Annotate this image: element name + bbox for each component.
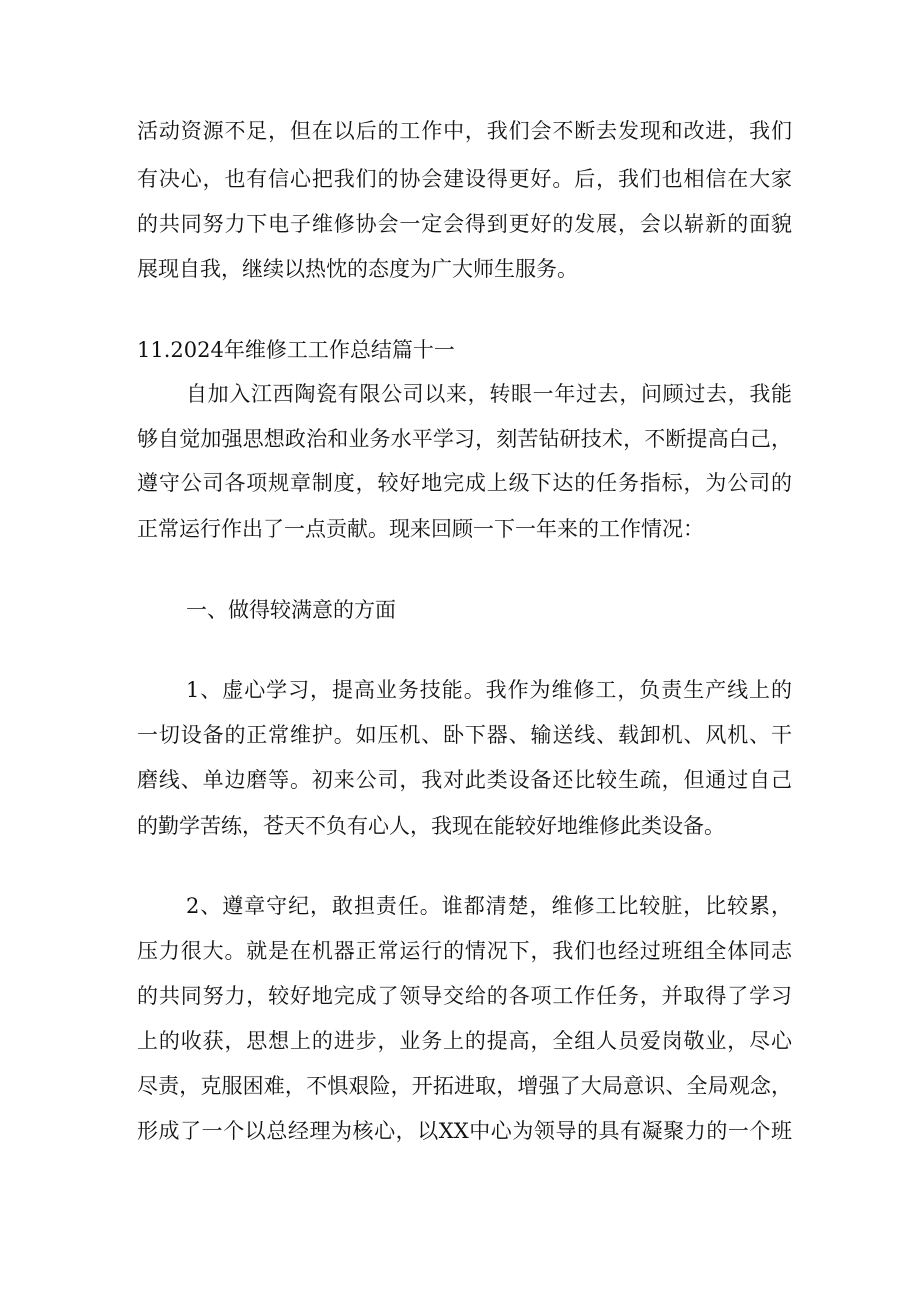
paragraph-line: 尽责，克服困难，不惧艰险，开拓进取，增强了大局意识、全局观念， [137,1074,792,1098]
paragraph-line: 正常运行作出了一点贡献。现来回顾一下一年来的工作情况： [137,517,704,541]
paragraph-line: 1、虚心学习，提高业务技能。我作为维修工，负责生产线上的 [186,678,792,702]
paragraph-line: 形成了一个以总经理为核心，以XX中心为领导的具有凝聚力的一个班 [137,1119,792,1143]
paragraph-line: 有决心，也有信心把我们的协会建设得更好。后，我们也相信在大家 [137,167,792,191]
paragraph-line: 自加入江西陶瓷有限公司以来，转眼一年过去，问顾过去，我能 [186,382,792,406]
paragraph-line: 活动资源不足，但在以后的工作中，我们会不断去发现和改进，我们 [137,119,792,143]
paragraph-line: 展现自我，继续以热忱的态度为广大师生服务。 [137,257,578,281]
paragraph-line: 的共同努力，较好地完成了领导交给的各项工作任务，并取得了学习 [137,984,792,1008]
paragraph-line: 上的收获，思想上的进步，业务上的提高，全组人员爱岗敬业，尽心 [137,1029,792,1053]
paragraph-line: 一切设备的正常维护。如压机、卧下器、输送线、载卸机、风机、干 [137,723,792,747]
subheading: 一、做得较满意的方面 [186,598,396,622]
paragraph-line: 的勤学苦练，苍天不负有心人，我现在能较好地维修此类设备。 [137,814,725,838]
paragraph-line: 2、遵章守纪，敢担责任。谁都清楚，维修工比较脏，比较累， [186,894,792,918]
paragraph-line: 磨线、单边磨等。初来公司，我对此类设备还比较生疏，但通过自己 [137,768,792,792]
section-heading: 11.2024年维修工工作总结篇十一 [137,338,455,362]
paragraph-line: 够自觉加强思想政治和业务水平学习，刻苦钻研技术，不断提高白己， [137,427,792,451]
paragraph-line: 遵守公司各项规章制度，较好地完成上级下达的任务指标，为公司的 [137,471,792,495]
paragraph-line: 的共同努力下电子维修协会一定会得到更好的发展，会以崭新的面貌 [137,212,792,236]
paragraph-line: 压力很大。就是在机器正常运行的情况下，我们也经过班组全体同志 [137,939,792,963]
